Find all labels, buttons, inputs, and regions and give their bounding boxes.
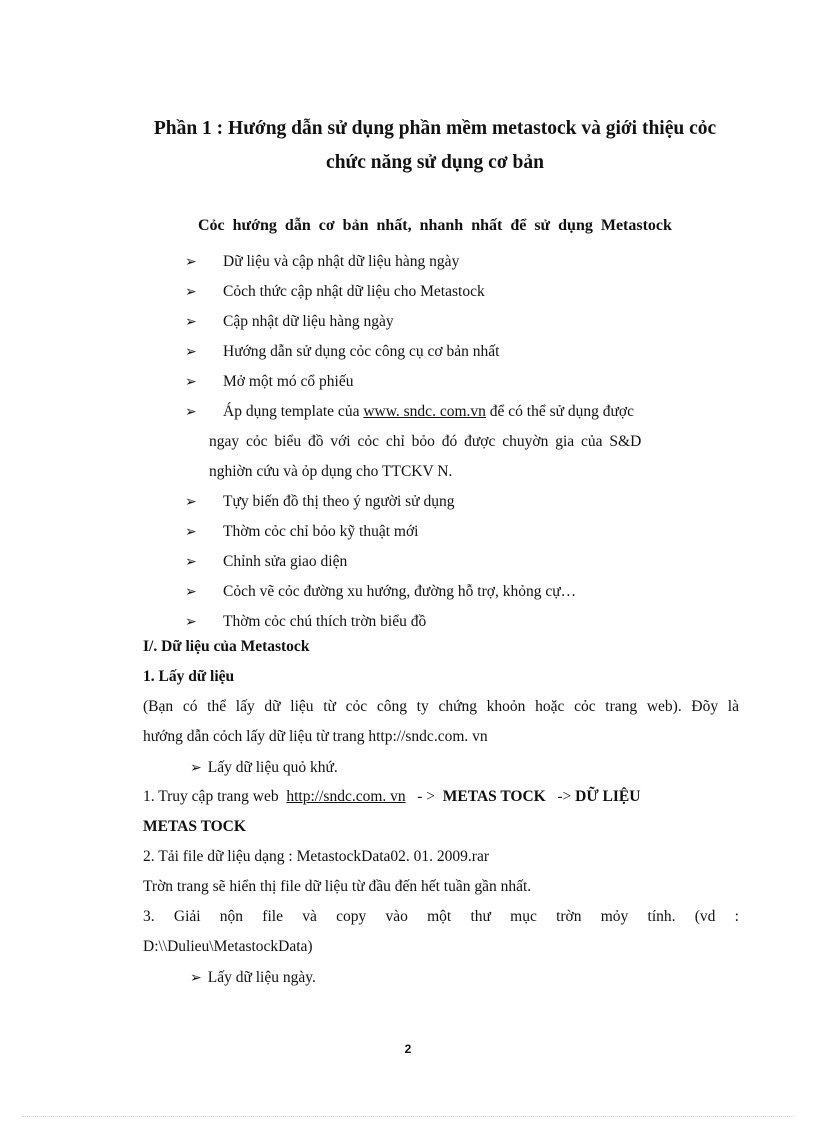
paragraph-line: hướng dẫn cỏch lấy dữ liệu từ trang http://sndc.com. vn <box>143 728 488 745</box>
step-3-path: D:\\Dulieu\MetastockData) <box>143 938 313 955</box>
subsection-heading: 1. Lấy dữ liệu <box>143 668 235 685</box>
page-number: 2 <box>404 1042 412 1056</box>
list-item: ➢ Hướng dẫn sử dụng cỏc công cụ cơ bản nhất <box>180 337 740 367</box>
arrow-bullet-icon: ➢ <box>185 254 197 270</box>
section-heading: I/. Dữ liệu của Metastock <box>143 638 310 655</box>
step-3-line: 3. Giải nộn file và copy vào một thư mục trờn mỏy tính. (vd : <box>143 908 739 925</box>
arrow-bullet-icon: ➢ <box>185 584 197 600</box>
step-2-note: Trờn trang sẽ hiển thị file dữ liệu từ đầu đến hết tuần gần nhất. <box>143 878 532 895</box>
topic-list <box>180 247 740 637</box>
page-bottom-divider <box>22 1116 794 1117</box>
list-item: ➢ Tựy biến đồ thị theo ý người sử dụng <box>180 487 740 517</box>
step-2-line: 2. Tải file dữ liệu dạng : MetastockData02. 01. 2009.rar <box>143 848 490 865</box>
list-item-daily-data: ➢ Lấy dữ liệu ngày. <box>190 969 316 986</box>
arrow-bullet-icon: ➢ <box>185 524 197 540</box>
list-item: ➢ Dữ liệu và cập nhật dữ liệu hàng ngày <box>180 247 740 277</box>
title-line-1: Phần 1 : Hướng dẫn sử dụng phần mềm metastock và giới thiệu cỏc <box>153 118 717 139</box>
list-item-past-data: ➢ Lấy dữ liệu quỏ khứ. <box>190 759 338 776</box>
arrow-bullet-icon: ➢ <box>190 970 202 986</box>
list-item: ➢ Cỏch thức cập nhật dữ liệu cho Metastock <box>180 277 740 307</box>
list-item: ➢ Thờm cỏc chỉ bỏo kỹ thuật mới <box>180 517 740 547</box>
paragraph-line: (Bạn có thể lấy dữ liệu từ cỏc công ty chứng khoỏn hoặc cỏc trang web). Đõy là <box>143 698 739 715</box>
arrow-bullet-icon: ➢ <box>185 284 197 300</box>
list-item: ➢ Thờm cỏc chú thích trờn biểu đồ <box>180 607 740 637</box>
page-title <box>110 112 760 180</box>
arrow-bullet-icon: ➢ <box>190 760 202 776</box>
sndc-url-link[interactable]: http://sndc.com. vn <box>286 788 406 805</box>
list-item-template: ➢ Áp dụng template của www. sndc. com.vn để có thể sử dụng được ngay cỏc biểu đồ với cỏc chỉ bỏo đó được chuyờn gia của S&D nghiờn cứu và ỏp dụng cho TTCKV N. <box>180 397 740 487</box>
arrow-bullet-icon: ➢ <box>185 404 197 420</box>
arrow-bullet-icon: ➢ <box>185 344 197 360</box>
step-1-continuation: METAS TOCK <box>143 818 246 835</box>
section-subtitle: Cỏc hướng dẫn cơ bản nhất, nhanh nhất để sử dụng Metastock <box>198 217 672 234</box>
list-item: ➢ Chỉnh sửa giao diện <box>180 547 740 577</box>
arrow-bullet-icon: ➢ <box>185 314 197 330</box>
sndc-website-link[interactable]: www. sndc. com.vn <box>363 403 486 420</box>
list-item: ➢ Cập nhật dữ liệu hàng ngày <box>180 307 740 337</box>
title-line-2: chức năng sử dụng cơ bản <box>326 152 544 173</box>
list-item: ➢ Cỏch vẽ cỏc đường xu hướng, đường hỗ trợ, khỏng cự… <box>180 577 740 607</box>
arrow-bullet-icon: ➢ <box>185 494 197 510</box>
arrow-bullet-icon: ➢ <box>185 374 197 390</box>
step-1-line: 1. Truy cập trang web http://sndc.com. vn - > METAS TOCK -> DỮ LIỆU <box>143 788 641 805</box>
list-item: ➢ Mở một mó cổ phiếu <box>180 367 740 397</box>
arrow-bullet-icon: ➢ <box>185 614 197 630</box>
arrow-bullet-icon: ➢ <box>185 554 197 570</box>
